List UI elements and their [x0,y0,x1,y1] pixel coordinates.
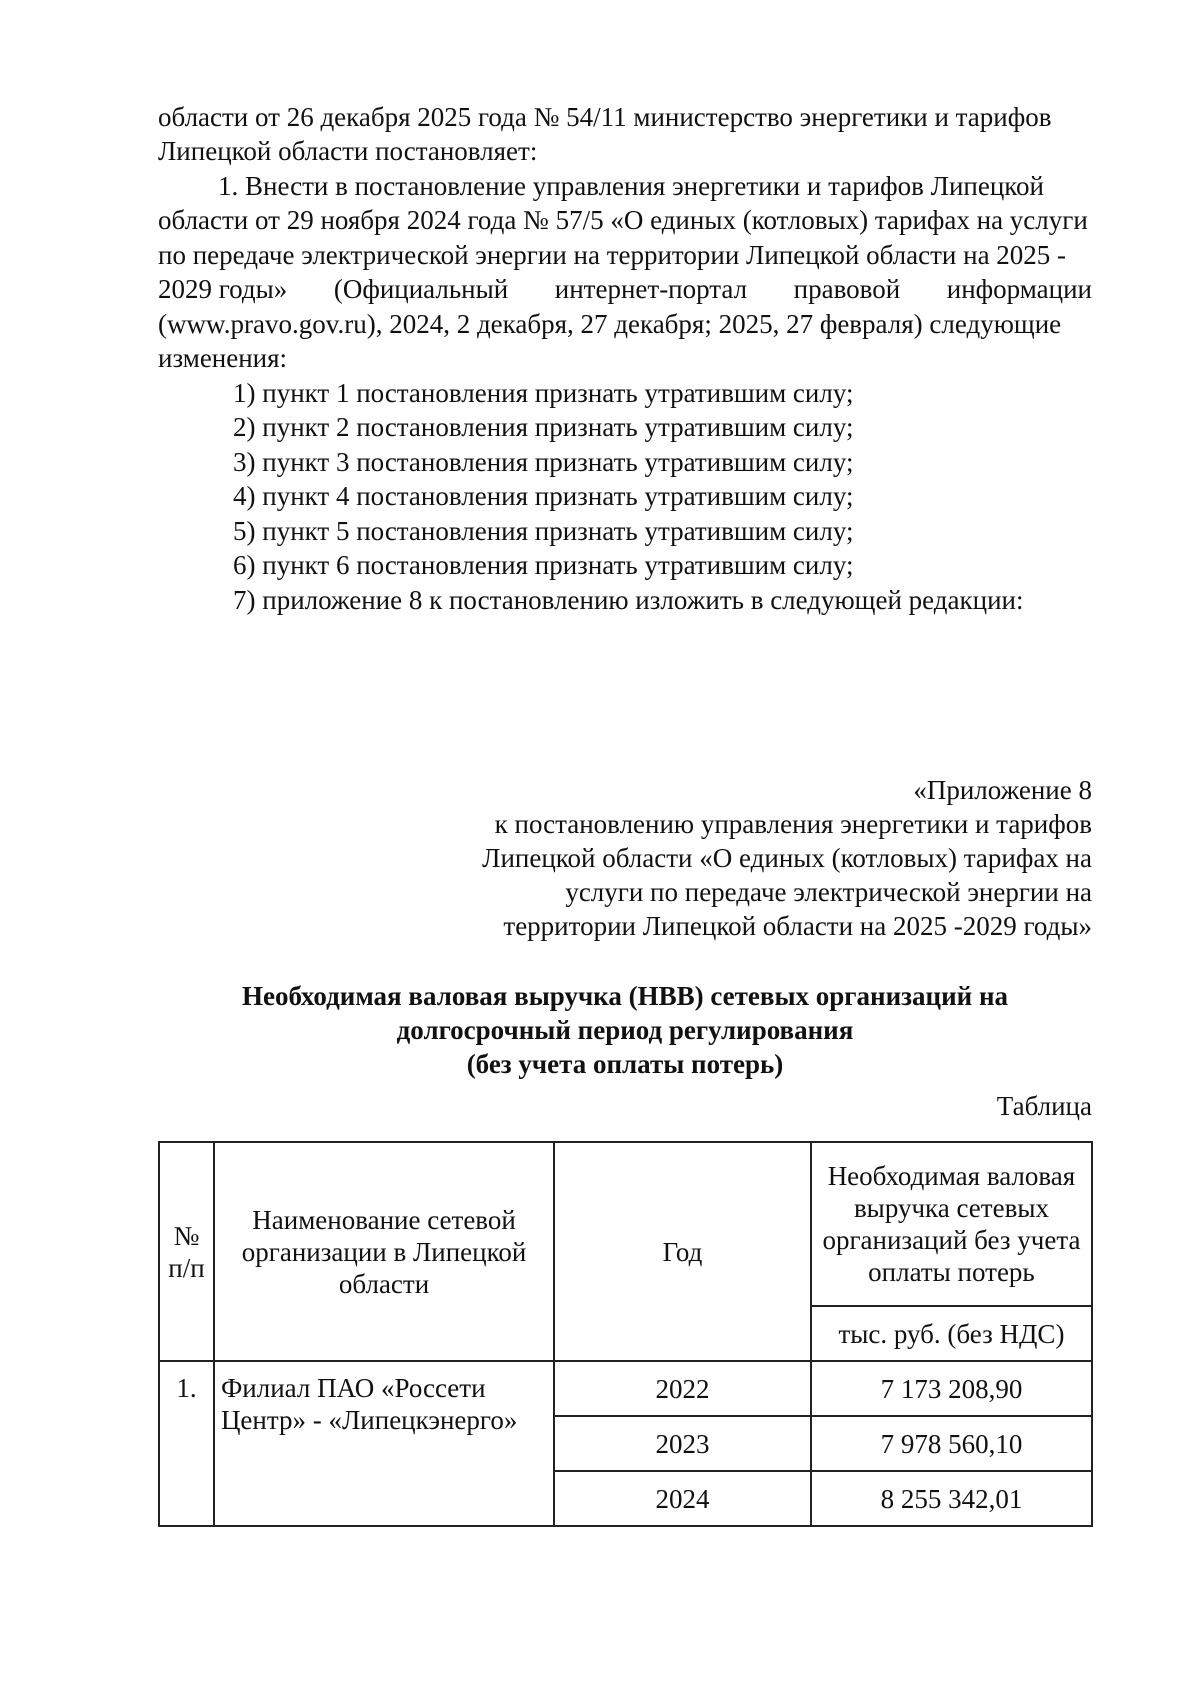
header-org: Наименование сетевой организации в Липецкой области [214,1142,554,1361]
intro-line-1: области от 26 декабря 2025 года № 54/11 министерство энергетики и тарифов [158,102,1052,132]
row-year: 2022 [554,1361,811,1416]
amendment-item: 1) пункт 1 постановления признать утратившим силу; [233,378,854,408]
table-caption: Таблица [996,1091,1092,1121]
amendment-item: 2) пункт 2 постановления признать утратившим силу; [233,412,854,442]
annex-header-line: территории Липецкой области на 2025 -2029 годы» [503,911,1092,941]
row-value: 7 978 560,10 [811,1416,1092,1471]
annex-header-line: к постановлению управления энергетики и тарифов [494,809,1092,839]
annex-header-line: «Приложение 8 [913,775,1092,805]
table-header-row [159,1142,1092,1306]
row-year: 2024 [554,1471,811,1526]
clause1-line-4-word: интернет-портал [554,274,748,304]
intro-line-2: Липецкой области постановляет: [158,136,538,166]
amendment-item: 6) пункт 6 постановления признать утратившим силу; [233,550,854,580]
clause1-line-4-word: информации [946,274,1092,304]
table-title-line: долгосрочный период регулирования [396,1015,854,1045]
amendment-item: 7) приложение 8 к постановлению изложить в следующей редакции: [233,585,1024,615]
row-year: 2023 [554,1416,811,1471]
clause1-line-5: (www.pravo.gov.ru), 2024, 2 декабря, 27 декабря; 2025, 27 февраля) следующие [158,309,1062,339]
row-value: 7 173 208,90 [811,1361,1092,1416]
clause1-line-2: области от 29 ноября 2024 года № 57/5 «О единых (котловых) тарифах на услуги [158,205,1088,235]
table-row [159,1361,1092,1416]
clause1-line-4-word: (Официальный [333,274,509,304]
row-org: Филиал ПАО «Россети Центр» - «Липецкэнерго» [214,1361,554,1526]
row-value: 8 255 342,01 [811,1471,1092,1526]
table-title-line: Необходимая валовая выручка (НВВ) сетевых организаций на [241,981,1009,1011]
clause1-line-4 [158,272,1092,306]
header-value: Необходимая валовая выручка сетевых организаций без учета оплаты потерь [811,1142,1092,1306]
clause1-line-6: изменения: [158,343,288,373]
clause1-line-4-word: правовой [793,274,901,304]
annex-header-line: услуги по передаче электрической энергии на [565,877,1092,907]
clause1-line-1: 1. Внести в постановление управления энергетики и тарифов Липецкой [218,171,1044,201]
amendment-item: 3) пункт 3 постановления признать утратившим силу; [233,447,854,477]
row-no: 1. [159,1361,214,1526]
annex-header-line: Липецкой области «О единых (котловых) тарифах на [482,843,1092,873]
table-title-line: (без учета оплаты потерь) [466,1049,784,1079]
nvv-table [158,1141,1093,1527]
header-no: № п/п [159,1142,214,1361]
clause1-line-4-word: 2029 годы» [158,274,288,304]
amendment-item: 5) пункт 5 постановления признать утратившим силу; [233,516,854,546]
amendment-item: 4) пункт 4 постановления признать утратившим силу; [233,481,854,511]
clause1-line-3: по передаче электрической энергии на территории Липецкой области на 2025 - [158,240,1067,270]
header-value-unit: тыс. руб. (без НДС) [811,1306,1092,1361]
header-year: Год [554,1142,811,1361]
